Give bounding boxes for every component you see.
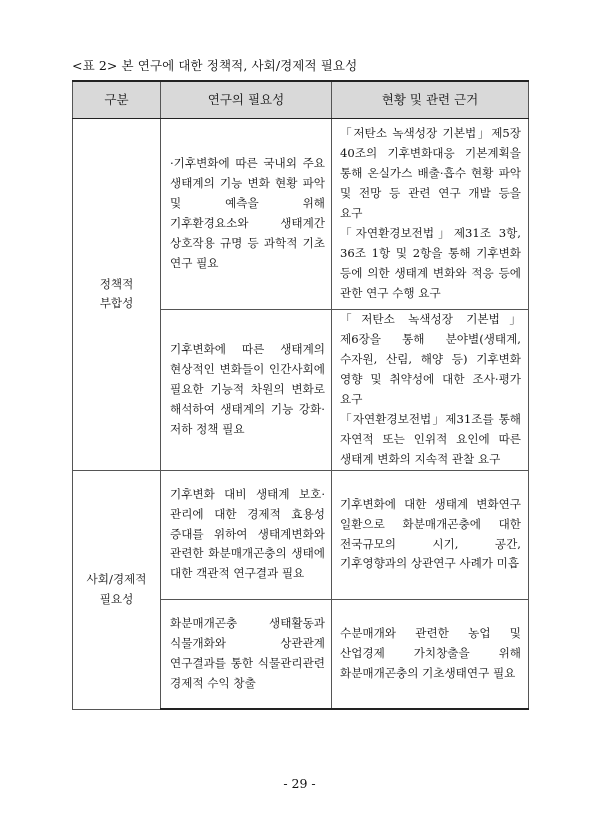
table-row (73, 119, 529, 310)
basis-item: 기후변화에 대한 생태계 변화연구 일환으로 화분매개곤충에 대한 전국규모의 시기, 공간, 기후영향과의 상관연구 사례가 미흡 (340, 496, 521, 571)
header-category: 구분 (73, 81, 161, 119)
need-text: 화분매개곤충 생태활동과 식물개화와 상관관계 연구결과를 통한 식물관리관련 경제적 수익 창출 (170, 615, 325, 690)
category-cell (73, 470, 161, 709)
table-header-row (73, 81, 529, 119)
basis-item: 「자연환경보전법」제31조를 통해 자연적 또는 인위적 요인에 따른 생태계 변화의 지속적 관찰 요구 (340, 411, 521, 466)
category-policy: 정책적 부합성 (99, 276, 134, 311)
necessity-table (72, 80, 529, 710)
basis-cell (332, 470, 529, 599)
header-basis: 현황 및 관련 근거 (332, 81, 529, 119)
table-caption: <표 2> 본 연구에 대한 정책적, 사회/경제적 필요성 (72, 58, 358, 73)
basis-cell (332, 310, 529, 471)
need-cell (161, 310, 332, 471)
need-cell (161, 470, 332, 599)
header-need: 연구의 필요성 (161, 81, 332, 119)
basis-item: 「자연환경보전법」제31조 3항, 36조 1항 및 2항을 통해 기후변화 등에 의한 생태계 변화와 적응 등에 관한 연구 수행 요구 (340, 225, 521, 300)
category-socioeconomic: 사회/경제적 필요성 (86, 571, 147, 606)
basis-cell (332, 119, 529, 310)
page-number: - 29 - (283, 776, 316, 791)
category-cell (73, 119, 161, 471)
need-text: 기후변화에 따른 생태계의 현상적인 변화들이 인간사회에 필요한 기능적 차원의 변화로 해석하여 생태계의 기능 강화·저하 정책 필요 (170, 341, 325, 436)
need-text: ·기후변화에 따른 국내외 주요 생태계의 기능 변화 현황 파악 및 예측을 위해 기후환경요소와 생태계간 상호작용 규명 등 과학적 기초 연구 필요 (170, 156, 325, 270)
basis-item: 수분매개와 관련한 농업 및 산업경제 가치창출을 위해 화분매개곤충의 기초생태연구 필요 (340, 625, 521, 680)
table-row (73, 470, 529, 599)
need-cell (161, 599, 332, 709)
need-text: 기후변화 대비 생태계 보호·관리에 대한 경제적 효용성 증대를 위하여 생태계변화와 관련한 화분매개곤충의 생태에 대한 객관적 연구결과 필요 (170, 486, 325, 581)
basis-item: 「저탄소 녹색성장 기본법」제6장을 통해 분야별(생태계, 수자원, 산림, 해양 등) 기후변화 영향 및 취약성에 대한 조사·평가 요구 (340, 312, 521, 406)
basis-item: 「저탄소 녹색성장 기본법」제5장 40조의 기후변화대응 기본계획을 통해 온실가스 배출·흡수 현황 파악 및 전망 등 관련 연구 개발 등을 요구 (340, 126, 521, 221)
basis-cell (332, 599, 529, 709)
need-cell (161, 119, 332, 310)
